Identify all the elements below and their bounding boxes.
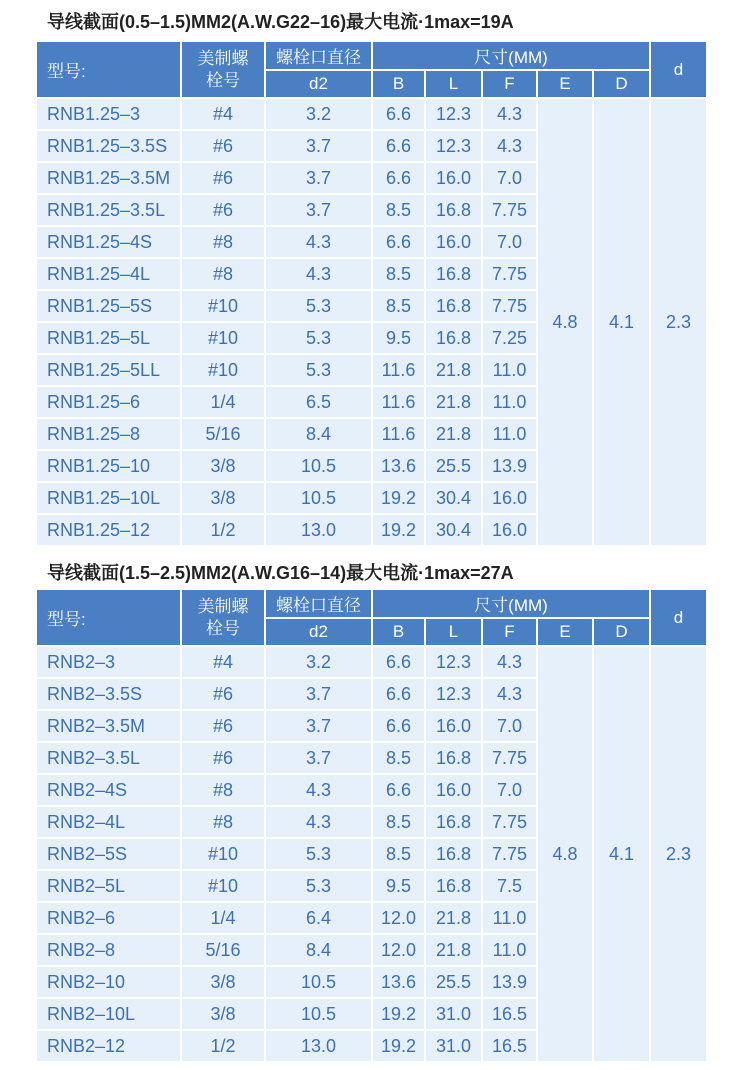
cell-bolt-hole-diameter: 3.7 [266, 679, 371, 709]
cell-model: RNB1.25–4S [37, 227, 180, 257]
header-d2: d2 [266, 619, 371, 645]
cell-dim-l: 16.0 [426, 711, 481, 741]
cell-model: RNB2–3.5M [37, 711, 180, 741]
cell-us-bolt-number: #10 [182, 355, 264, 385]
cell-dim-f: 7.75 [483, 839, 536, 869]
cell-dim-l: 16.8 [426, 259, 481, 289]
cell-model: RNB2–3.5L [37, 743, 180, 773]
cell-us-bolt-number: #6 [182, 743, 264, 773]
cell-dim-l: 12.3 [426, 99, 481, 129]
cell-bolt-hole-diameter: 5.3 [266, 839, 371, 869]
cell-bolt-hole-diameter: 5.3 [266, 291, 371, 321]
cell-dim-b: 9.5 [373, 323, 424, 353]
cell-dim-l: 12.3 [426, 647, 481, 677]
cell-dim-b: 11.6 [373, 387, 424, 417]
cell-e-shared: 4.8 [538, 647, 592, 1061]
cell-dim-b: 12.0 [373, 935, 424, 965]
cell-us-bolt-number: 5/16 [182, 935, 264, 965]
cell-bolt-hole-diameter: 13.0 [266, 1031, 371, 1061]
cell-dim-f: 7.75 [483, 259, 536, 289]
cell-model: RNB2–4S [37, 775, 180, 805]
cell-dim-l: 21.8 [426, 355, 481, 385]
cell-dim-l: 12.3 [426, 679, 481, 709]
cell-model: RNB2–3 [37, 647, 180, 677]
cell-dim-l: 16.8 [426, 839, 481, 869]
header-b: B [373, 71, 424, 97]
cell-bolt-hole-diameter: 10.5 [266, 483, 371, 513]
header-l: L [426, 71, 481, 97]
cell-us-bolt-number: 1/2 [182, 515, 264, 545]
cell-bolt-hole-diameter: 4.3 [266, 227, 371, 257]
cell-us-bolt-number: 5/16 [182, 419, 264, 449]
cell-dim-b: 6.6 [373, 227, 424, 257]
cell-us-bolt-number: #4 [182, 99, 264, 129]
cell-bolt-hole-diameter: 13.0 [266, 515, 371, 545]
cell-model: RNB1.25–3 [37, 99, 180, 129]
cell-model: RNB2–5L [37, 871, 180, 901]
cell-dim-f: 16.5 [483, 1031, 536, 1061]
cell-dim-b: 19.2 [373, 515, 424, 545]
header-us-bolt-number [182, 42, 264, 97]
header-dimensions: 尺寸(MM) [373, 590, 649, 617]
cell-dim-f: 16.0 [483, 515, 536, 545]
cell-us-bolt-number: #10 [182, 323, 264, 353]
section-title: 导线截面(1.5–2.5)MM2(A.W.G16–14)最大电流·1max=27A [47, 563, 514, 583]
cell-bolt-hole-diameter: 4.3 [266, 807, 371, 837]
cell-dim-b: 19.2 [373, 483, 424, 513]
header-b: B [373, 619, 424, 645]
cell-dim-f: 4.3 [483, 679, 536, 709]
cell-bolt-hole-diameter: 4.3 [266, 259, 371, 289]
cell-bolt-hole-diameter: 5.3 [266, 871, 371, 901]
cell-us-bolt-number: #6 [182, 679, 264, 709]
cell-bolt-hole-diameter: 10.5 [266, 451, 371, 481]
cell-model: RNB1.25–10L [37, 483, 180, 513]
cell-model: RNB2–12 [37, 1031, 180, 1061]
cell-dim-b: 8.5 [373, 839, 424, 869]
cell-model: RNB2–3.5S [37, 679, 180, 709]
cell-dim-l: 12.3 [426, 131, 481, 161]
cell-dim-b: 6.6 [373, 711, 424, 741]
cell-bolt-hole-diameter: 3.2 [266, 647, 371, 677]
cell-dim-b: 8.5 [373, 807, 424, 837]
cell-dim-l: 25.5 [426, 451, 481, 481]
cell-bolt-hole-diameter: 6.5 [266, 387, 371, 417]
cell-dim-l: 31.0 [426, 999, 481, 1029]
header-dimensions: 尺寸(MM) [373, 42, 649, 69]
cell-model: RNB1.25–3.5S [37, 131, 180, 161]
cell-model: RNB1.25–5LL [37, 355, 180, 385]
cell-bolt-hole-diameter: 5.3 [266, 355, 371, 385]
cell-dim-f: 11.0 [483, 419, 536, 449]
cell-dim-f: 7.0 [483, 711, 536, 741]
cell-bolt-hole-diameter: 3.7 [266, 743, 371, 773]
cell-bolt-hole-diameter: 3.7 [266, 163, 371, 193]
cell-dim-l: 16.8 [426, 323, 481, 353]
cell-us-bolt-number: #4 [182, 647, 264, 677]
cell-dim-f: 11.0 [483, 355, 536, 385]
cell-model: RNB1.25–5S [37, 291, 180, 321]
cell-bolt-hole-diameter: 6.4 [266, 903, 371, 933]
cell-dim-f: 7.75 [483, 195, 536, 225]
cell-dim-f: 7.75 [483, 291, 536, 321]
cell-dim-l: 30.4 [426, 483, 481, 513]
section-title: 导线截面(0.5–1.5)MM2(A.W.G22–16)最大电流·1max=19A [47, 12, 514, 32]
cell-dim-f: 11.0 [483, 387, 536, 417]
cell-dim-b: 12.0 [373, 903, 424, 933]
cell-us-bolt-number: 1/4 [182, 903, 264, 933]
cell-dim-l: 16.8 [426, 871, 481, 901]
cell-dim-f: 7.0 [483, 227, 536, 257]
cell-dim-b: 6.6 [373, 163, 424, 193]
cell-dim-b: 6.6 [373, 131, 424, 161]
header-f: F [483, 619, 536, 645]
cell-dim-f: 7.0 [483, 775, 536, 805]
cell-dim-l: 30.4 [426, 515, 481, 545]
cell-model: RNB2–10 [37, 967, 180, 997]
cell-dim-f: 7.75 [483, 743, 536, 773]
cell-model: RNB1.25–8 [37, 419, 180, 449]
cell-bolt-hole-diameter: 10.5 [266, 999, 371, 1029]
cell-bolt-hole-diameter: 3.7 [266, 195, 371, 225]
cell-bolt-hole-diameter: 3.7 [266, 711, 371, 741]
cell-dim-b: 11.6 [373, 419, 424, 449]
header-us-bolt-number-label: 美制螺栓号 [197, 48, 249, 90]
cell-model: RNB1.25–3.5M [37, 163, 180, 193]
header-model: 型号: [37, 590, 180, 645]
cell-dim-f: 4.3 [483, 647, 536, 677]
cell-dim-l: 21.8 [426, 387, 481, 417]
cell-dim-l: 16.8 [426, 743, 481, 773]
cell-us-bolt-number: #6 [182, 131, 264, 161]
cell-dim-b: 6.6 [373, 647, 424, 677]
cell-dim-f: 4.3 [483, 99, 536, 129]
cell-dim-l: 21.8 [426, 903, 481, 933]
cell-e-shared: 4.8 [538, 99, 592, 545]
cell-model: RNB2–6 [37, 903, 180, 933]
cell-us-bolt-number: #6 [182, 711, 264, 741]
cell-dim-l: 16.8 [426, 291, 481, 321]
cell-dim-b: 9.5 [373, 871, 424, 901]
cell-dim-f: 7.0 [483, 163, 536, 193]
cell-dim-l: 16.0 [426, 775, 481, 805]
cell-us-bolt-number: #10 [182, 839, 264, 869]
header-bolt-hole-diameter: 螺栓口直径 [266, 42, 371, 69]
cell-dim-f: 11.0 [483, 935, 536, 965]
cell-dim-b: 6.6 [373, 775, 424, 805]
cell-us-bolt-number: #8 [182, 775, 264, 805]
cell-model: RNB1.25–10 [37, 451, 180, 481]
cell-us-bolt-number: 1/4 [182, 387, 264, 417]
cell-small-d-shared: 2.3 [651, 99, 706, 545]
cell-dim-b: 11.6 [373, 355, 424, 385]
cell-us-bolt-number: #8 [182, 227, 264, 257]
cell-us-bolt-number: 3/8 [182, 483, 264, 513]
header-e: E [538, 71, 592, 97]
header-us-bolt-number [182, 590, 264, 645]
cell-dim-b: 13.6 [373, 451, 424, 481]
cell-model: RNB1.25–3.5L [37, 195, 180, 225]
cell-bolt-hole-diameter: 3.7 [266, 131, 371, 161]
cell-us-bolt-number: 3/8 [182, 451, 264, 481]
cell-dim-b: 8.5 [373, 291, 424, 321]
cell-us-bolt-number: #6 [182, 163, 264, 193]
header-e: E [538, 619, 592, 645]
cell-dim-b: 8.5 [373, 195, 424, 225]
cell-us-bolt-number: #8 [182, 807, 264, 837]
cell-bolt-hole-diameter: 10.5 [266, 967, 371, 997]
cell-dim-f: 7.75 [483, 807, 536, 837]
cell-dim-f: 13.9 [483, 967, 536, 997]
spec-table [37, 590, 706, 1061]
cell-us-bolt-number: #8 [182, 259, 264, 289]
cell-dim-l: 21.8 [426, 419, 481, 449]
cell-model: RNB2–5S [37, 839, 180, 869]
cell-us-bolt-number: #10 [182, 871, 264, 901]
cell-dim-f: 4.3 [483, 131, 536, 161]
header-d2: d2 [266, 71, 371, 97]
cell-bolt-hole-diameter: 4.3 [266, 775, 371, 805]
cell-small-d-shared: 2.3 [651, 647, 706, 1061]
cell-us-bolt-number: 3/8 [182, 999, 264, 1029]
header-small-d: d [651, 590, 706, 645]
cell-dim-b: 8.5 [373, 259, 424, 289]
cell-dim-l: 31.0 [426, 1031, 481, 1061]
cell-bolt-hole-diameter: 8.4 [266, 419, 371, 449]
cell-dim-l: 16.8 [426, 807, 481, 837]
cell-dim-b: 13.6 [373, 967, 424, 997]
header-bolt-hole-diameter: 螺栓口直径 [266, 590, 371, 617]
cell-dim-l: 16.8 [426, 195, 481, 225]
cell-dim-f: 11.0 [483, 903, 536, 933]
cell-us-bolt-number: 3/8 [182, 967, 264, 997]
cell-bolt-hole-diameter: 8.4 [266, 935, 371, 965]
cell-dim-l: 25.5 [426, 967, 481, 997]
cell-model: RNB1.25–4L [37, 259, 180, 289]
header-f: F [483, 71, 536, 97]
cell-us-bolt-number: 1/2 [182, 1031, 264, 1061]
cell-dim-l: 16.0 [426, 227, 481, 257]
cell-dim-f: 13.9 [483, 451, 536, 481]
header-d-upper: D [594, 619, 649, 645]
header-small-d: d [651, 42, 706, 97]
cell-dim-b: 8.5 [373, 743, 424, 773]
cell-dim-f: 16.0 [483, 483, 536, 513]
cell-bolt-hole-diameter: 5.3 [266, 323, 371, 353]
cell-model: RNB2–4L [37, 807, 180, 837]
header-us-bolt-number-label: 美制螺栓号 [197, 596, 249, 638]
cell-model: RNB2–10L [37, 999, 180, 1029]
cell-model: RNB1.25–5L [37, 323, 180, 353]
cell-model: RNB1.25–6 [37, 387, 180, 417]
cell-dim-b: 19.2 [373, 1031, 424, 1061]
cell-dim-f: 7.25 [483, 323, 536, 353]
cell-dim-l: 21.8 [426, 935, 481, 965]
cell-dim-b: 6.6 [373, 99, 424, 129]
cell-bolt-hole-diameter: 3.2 [266, 99, 371, 129]
cell-d-upper-shared: 4.1 [594, 99, 649, 545]
cell-d-upper-shared: 4.1 [594, 647, 649, 1061]
header-l: L [426, 619, 481, 645]
cell-dim-b: 6.6 [373, 679, 424, 709]
cell-us-bolt-number: #10 [182, 291, 264, 321]
cell-us-bolt-number: #6 [182, 195, 264, 225]
cell-model: RNB1.25–12 [37, 515, 180, 545]
spec-table [37, 42, 706, 545]
cell-model: RNB2–8 [37, 935, 180, 965]
cell-dim-f: 16.5 [483, 999, 536, 1029]
cell-dim-f: 7.5 [483, 871, 536, 901]
cell-dim-l: 16.0 [426, 163, 481, 193]
cell-dim-b: 19.2 [373, 999, 424, 1029]
header-model: 型号: [37, 42, 180, 97]
header-d-upper: D [594, 71, 649, 97]
